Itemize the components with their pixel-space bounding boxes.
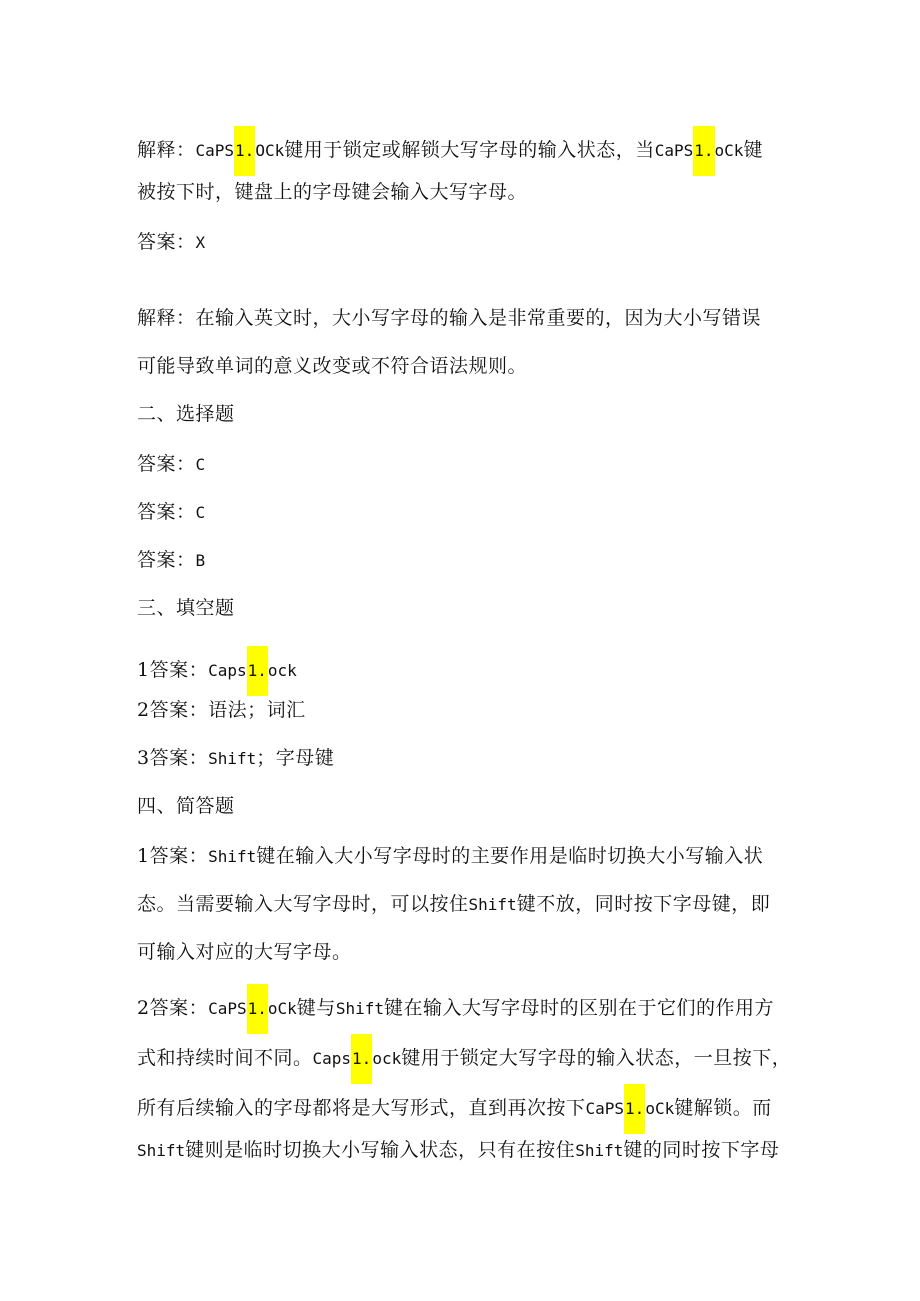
text: 2答案：: [137, 997, 209, 1019]
text: 答案：: [137, 549, 196, 571]
answer-line: [137, 838, 763, 875]
text: oCk: [645, 1099, 675, 1118]
text: oCk: [714, 141, 744, 160]
highlight: 1.: [247, 646, 268, 696]
text: C: [195, 455, 206, 474]
text: CaPS: [195, 141, 235, 160]
text: ock: [267, 661, 297, 680]
text: CaPS: [208, 999, 247, 1018]
text: 3答案：: [137, 747, 209, 769]
text: Shift: [208, 749, 257, 768]
highlight: 1.: [234, 126, 255, 176]
text: Shift: [137, 1141, 186, 1160]
text: 语法；词汇: [208, 699, 306, 721]
answer-line: [137, 646, 297, 696]
text: ock: [372, 1049, 402, 1068]
text: 1答案：: [137, 845, 209, 867]
answer-line: [137, 692, 306, 728]
answer-line: [137, 1034, 791, 1084]
text: Shift: [575, 1141, 624, 1160]
highlight: 1.: [351, 1034, 372, 1084]
text: 答案：: [137, 453, 196, 475]
answer-line: [137, 984, 774, 1034]
text: 键在输入大写字母时的区别在于它们的作用方: [383, 997, 774, 1019]
answer-line: [137, 542, 205, 579]
text: 式和持续时间不同。: [137, 1047, 313, 1069]
text: 答案：: [137, 231, 196, 253]
section-heading-short: 四、简答题: [137, 795, 235, 817]
section-heading-choice: 二、选择题: [137, 403, 235, 425]
text: CaPS: [654, 141, 694, 160]
text: ；字母键: [256, 747, 335, 769]
text: Shift: [468, 895, 517, 914]
text: 键则是临时切换大小写输入状态，只有在按住: [185, 1139, 576, 1161]
text: Shift: [208, 847, 257, 866]
highlight: 1.: [624, 1084, 645, 1134]
answer-line: [137, 446, 205, 483]
text: oCk: [267, 999, 297, 1018]
answer-line: [137, 1084, 772, 1134]
answer-line: [137, 224, 205, 261]
explanation-line-1: [137, 126, 763, 176]
text: Caps: [312, 1049, 352, 1068]
highlight: 1.: [247, 984, 268, 1034]
text: 键的同时按下字母: [623, 1139, 780, 1161]
text: C: [195, 503, 206, 522]
text: B: [195, 551, 206, 570]
answer-line: [137, 886, 770, 923]
text: 键解锁。而: [674, 1097, 772, 1119]
text: X: [195, 233, 206, 252]
explanation-line-2: 被按下时，键盘上的字母键会输入大写字母。: [137, 181, 528, 203]
text: 答案：: [137, 501, 196, 523]
section-heading-fill: 三、填空题: [137, 597, 235, 619]
text: 键用于锁定大写字母的输入状态，一旦按下，: [401, 1047, 792, 1069]
answer-line: [137, 1132, 779, 1169]
text: 键与: [296, 997, 336, 1019]
text: 2答案：: [137, 699, 209, 721]
text: CaPS: [585, 1099, 625, 1118]
text: OCk: [255, 141, 285, 160]
text: 键用于锁定或解锁大写字母的输入状态，当: [284, 139, 655, 161]
text: Caps: [208, 661, 247, 680]
explanation-line-3: 解释：在输入英文时，大小写字母的输入是非常重要的，因为大小写错误: [137, 307, 762, 329]
text: 键不放，同时按下字母键，即: [516, 893, 771, 915]
highlight: 1.: [693, 126, 714, 176]
explanation-line-4: 可能导致单词的意义改变或不符合语法规则。: [137, 355, 528, 377]
answer-line: 可输入对应的大写字母。: [137, 941, 352, 963]
text: 键在输入大小写字母时的主要作用是临时切换大小写输入状: [256, 845, 764, 867]
answer-line: [137, 740, 334, 777]
text: 解释：: [137, 139, 196, 161]
text: 1答案：: [137, 659, 209, 681]
text: 态。当需要输入大写字母时，可以按住: [137, 893, 469, 915]
text: Shift: [335, 999, 384, 1018]
answer-line: [137, 494, 205, 531]
text: 键: [743, 139, 763, 161]
text: 所有后续输入的字母都将是大写形式，直到再次按下: [137, 1097, 586, 1119]
